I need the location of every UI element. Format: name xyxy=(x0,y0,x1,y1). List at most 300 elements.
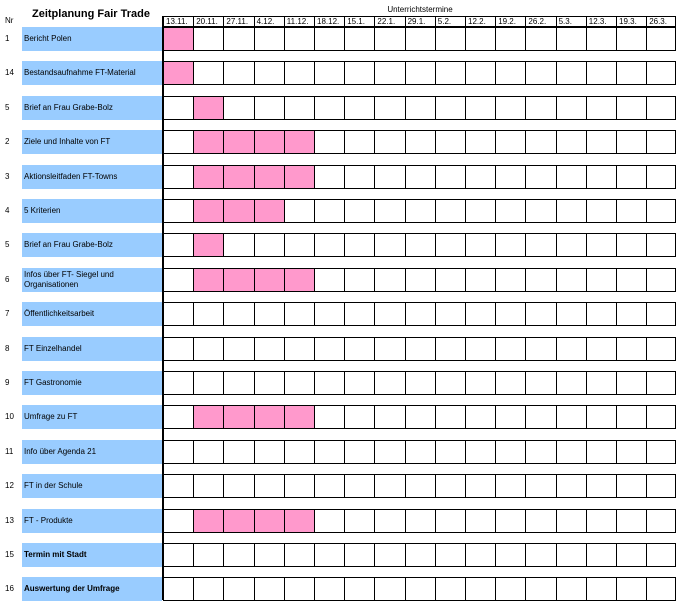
schedule-cell[interactable] xyxy=(616,27,647,51)
nr-column-header: Nr xyxy=(5,16,14,25)
schedule-cell[interactable] xyxy=(465,27,496,51)
schedule-cell[interactable] xyxy=(646,474,676,498)
schedule-cell[interactable] xyxy=(465,543,496,567)
schedule-cell-filled[interactable] xyxy=(254,509,285,533)
schedule-cell[interactable] xyxy=(465,440,496,464)
schedule-cell[interactable] xyxy=(525,543,556,567)
schedule-cell[interactable] xyxy=(616,233,647,257)
schedule-cell[interactable] xyxy=(525,199,556,223)
schedule-cell[interactable] xyxy=(435,440,466,464)
schedule-cell-filled[interactable] xyxy=(193,130,224,154)
schedule-cell[interactable] xyxy=(525,61,556,85)
schedule-cell[interactable] xyxy=(435,543,466,567)
schedule-cell[interactable] xyxy=(405,509,436,533)
schedule-cell[interactable] xyxy=(435,509,466,533)
schedule-cell[interactable] xyxy=(405,302,436,326)
schedule-cell[interactable] xyxy=(556,96,587,120)
schedule-cell[interactable] xyxy=(284,61,315,85)
schedule-cell[interactable] xyxy=(525,130,556,154)
schedule-cell[interactable] xyxy=(314,199,345,223)
schedule-cell-filled[interactable] xyxy=(254,268,285,292)
schedule-cell[interactable] xyxy=(465,509,496,533)
schedule-cell[interactable] xyxy=(344,96,375,120)
schedule-cell[interactable] xyxy=(495,509,526,533)
schedule-cell[interactable] xyxy=(284,474,315,498)
schedule-cell[interactable] xyxy=(314,268,345,292)
schedule-cell-filled[interactable] xyxy=(284,405,315,429)
schedule-cell[interactable] xyxy=(556,233,587,257)
schedule-cell-filled[interactable] xyxy=(254,165,285,189)
schedule-cell[interactable] xyxy=(495,371,526,395)
schedule-cell[interactable] xyxy=(616,96,647,120)
schedule-cell[interactable] xyxy=(374,371,405,395)
schedule-cell[interactable] xyxy=(405,543,436,567)
schedule-cell[interactable] xyxy=(586,405,617,429)
schedule-cell[interactable] xyxy=(586,233,617,257)
schedule-cell[interactable] xyxy=(616,577,647,601)
schedule-cell[interactable] xyxy=(525,474,556,498)
schedule-cell[interactable] xyxy=(405,268,436,292)
schedule-cell[interactable] xyxy=(344,474,375,498)
schedule-cell[interactable] xyxy=(163,302,194,326)
schedule-cell[interactable] xyxy=(374,130,405,154)
schedule-cell[interactable] xyxy=(223,474,254,498)
schedule-cell[interactable] xyxy=(284,337,315,361)
schedule-cell[interactable] xyxy=(556,268,587,292)
schedule-cell[interactable] xyxy=(556,61,587,85)
schedule-cell[interactable] xyxy=(525,405,556,429)
schedule-cell[interactable] xyxy=(223,96,254,120)
schedule-cell[interactable] xyxy=(193,371,224,395)
schedule-cell[interactable] xyxy=(254,543,285,567)
schedule-cell[interactable] xyxy=(223,337,254,361)
schedule-cell-filled[interactable] xyxy=(223,509,254,533)
row-number: 3 xyxy=(5,171,10,181)
schedule-cell[interactable] xyxy=(374,405,405,429)
schedule-cell[interactable] xyxy=(646,577,676,601)
schedule-cell[interactable] xyxy=(646,61,676,85)
schedule-cell-filled[interactable] xyxy=(223,165,254,189)
schedule-cell[interactable] xyxy=(556,27,587,51)
schedule-cell[interactable] xyxy=(163,509,194,533)
schedule-cell[interactable] xyxy=(314,233,345,257)
schedule-cell[interactable] xyxy=(646,543,676,567)
schedule-cell[interactable] xyxy=(616,509,647,533)
schedule-cell[interactable] xyxy=(525,96,556,120)
schedule-cell[interactable] xyxy=(495,405,526,429)
schedule-cell[interactable] xyxy=(646,96,676,120)
schedule-cell[interactable] xyxy=(525,371,556,395)
schedule-cell[interactable] xyxy=(223,61,254,85)
schedule-cell[interactable] xyxy=(556,405,587,429)
schedule-cell[interactable] xyxy=(344,337,375,361)
schedule-cell[interactable] xyxy=(495,130,526,154)
schedule-cell[interactable] xyxy=(163,199,194,223)
schedule-cell[interactable] xyxy=(405,405,436,429)
schedule-cell[interactable] xyxy=(556,337,587,361)
schedule-cell[interactable] xyxy=(556,509,587,533)
schedule-cell[interactable] xyxy=(525,302,556,326)
schedule-cell[interactable] xyxy=(223,371,254,395)
schedule-cell[interactable] xyxy=(193,440,224,464)
schedule-cell[interactable] xyxy=(525,440,556,464)
schedule-cell[interactable] xyxy=(586,543,617,567)
schedule-cell[interactable] xyxy=(646,509,676,533)
schedule-cell[interactable] xyxy=(465,233,496,257)
schedule-cell[interactable] xyxy=(435,371,466,395)
schedule-cell[interactable] xyxy=(344,440,375,464)
schedule-cell[interactable] xyxy=(223,543,254,567)
schedule-cell[interactable] xyxy=(344,199,375,223)
schedule-cell[interactable] xyxy=(374,96,405,120)
schedule-cell[interactable] xyxy=(586,130,617,154)
schedule-cell[interactable] xyxy=(435,61,466,85)
schedule-cell[interactable] xyxy=(314,165,345,189)
schedule-cell[interactable] xyxy=(556,165,587,189)
schedule-cell[interactable] xyxy=(525,509,556,533)
schedule-cell[interactable] xyxy=(586,371,617,395)
schedule-cell[interactable] xyxy=(435,405,466,429)
schedule-cell[interactable] xyxy=(646,405,676,429)
schedule-cell[interactable] xyxy=(586,509,617,533)
schedule-cell[interactable] xyxy=(193,27,224,51)
schedule-cell[interactable] xyxy=(284,302,315,326)
schedule-cell[interactable] xyxy=(405,371,436,395)
schedule-cell[interactable] xyxy=(254,233,285,257)
schedule-cell[interactable] xyxy=(435,233,466,257)
schedule-cell[interactable] xyxy=(586,302,617,326)
schedule-cell[interactable] xyxy=(163,577,194,601)
schedule-cell[interactable] xyxy=(284,27,315,51)
schedule-cell[interactable] xyxy=(254,474,285,498)
schedule-cell[interactable] xyxy=(314,27,345,51)
date-header: 18.12. xyxy=(314,16,345,27)
schedule-cell[interactable] xyxy=(223,233,254,257)
schedule-cell[interactable] xyxy=(525,233,556,257)
schedule-cell[interactable] xyxy=(344,61,375,85)
schedule-cell[interactable] xyxy=(586,61,617,85)
schedule-cell[interactable] xyxy=(284,96,315,120)
schedule-cell[interactable] xyxy=(435,577,466,601)
schedule-cell[interactable] xyxy=(405,199,436,223)
schedule-cell[interactable] xyxy=(405,474,436,498)
date-header: 19.2. xyxy=(495,16,526,27)
schedule-cell[interactable] xyxy=(314,543,345,567)
schedule-cell[interactable] xyxy=(465,337,496,361)
schedule-cell[interactable] xyxy=(405,337,436,361)
schedule-cell-filled[interactable] xyxy=(223,199,254,223)
schedule-cell[interactable] xyxy=(374,199,405,223)
schedule-cell[interactable] xyxy=(254,371,285,395)
schedule-cell[interactable] xyxy=(465,199,496,223)
schedule-cell[interactable] xyxy=(163,337,194,361)
schedule-cell[interactable] xyxy=(646,337,676,361)
schedule-cell[interactable] xyxy=(525,27,556,51)
row-number: 13 xyxy=(5,515,14,525)
schedule-cell[interactable] xyxy=(193,337,224,361)
schedule-cell[interactable] xyxy=(435,130,466,154)
schedule-cell[interactable] xyxy=(344,302,375,326)
schedule-cell[interactable] xyxy=(586,199,617,223)
schedule-cell-filled[interactable] xyxy=(193,199,224,223)
schedule-cell[interactable] xyxy=(586,337,617,361)
schedule-cell[interactable] xyxy=(254,440,285,464)
schedule-cell[interactable] xyxy=(344,268,375,292)
schedule-cell[interactable] xyxy=(616,165,647,189)
schedule-cell[interactable] xyxy=(465,577,496,601)
schedule-cell[interactable] xyxy=(344,543,375,567)
schedule-cell[interactable] xyxy=(314,302,345,326)
schedule-cell[interactable] xyxy=(495,61,526,85)
schedule-cell[interactable] xyxy=(163,440,194,464)
schedule-cell[interactable] xyxy=(586,27,617,51)
schedule-cell[interactable] xyxy=(163,96,194,120)
schedule-cell[interactable] xyxy=(465,61,496,85)
row-number: 2 xyxy=(5,137,10,147)
schedule-cell[interactable] xyxy=(254,302,285,326)
schedule-cell[interactable] xyxy=(435,27,466,51)
schedule-cell[interactable] xyxy=(405,130,436,154)
schedule-cell[interactable] xyxy=(374,440,405,464)
schedule-cell[interactable] xyxy=(525,165,556,189)
schedule-cell-filled[interactable] xyxy=(223,130,254,154)
schedule-cell[interactable] xyxy=(556,371,587,395)
schedule-cell[interactable] xyxy=(193,302,224,326)
schedule-cell[interactable] xyxy=(163,165,194,189)
schedule-cell[interactable] xyxy=(284,577,315,601)
schedule-cell[interactable] xyxy=(556,474,587,498)
schedule-cell[interactable] xyxy=(163,130,194,154)
schedule-cell[interactable] xyxy=(405,27,436,51)
schedule-cell[interactable] xyxy=(556,543,587,567)
schedule-cell[interactable] xyxy=(314,509,345,533)
schedule-cell[interactable] xyxy=(344,405,375,429)
row-number: 5 xyxy=(5,102,10,112)
schedule-cell[interactable] xyxy=(495,302,526,326)
schedule-cell[interactable] xyxy=(465,268,496,292)
schedule-cell[interactable] xyxy=(223,440,254,464)
schedule-cell-filled[interactable] xyxy=(193,405,224,429)
schedule-cell[interactable] xyxy=(616,371,647,395)
schedule-cell[interactable] xyxy=(374,577,405,601)
schedule-cell[interactable] xyxy=(344,27,375,51)
schedule-cell[interactable] xyxy=(646,130,676,154)
schedule-cell[interactable] xyxy=(495,337,526,361)
schedule-cell[interactable] xyxy=(163,268,194,292)
schedule-cell[interactable] xyxy=(465,405,496,429)
schedule-cell[interactable] xyxy=(254,27,285,51)
schedule-cell[interactable] xyxy=(495,543,526,567)
schedule-cell[interactable] xyxy=(314,61,345,85)
schedule-cell[interactable] xyxy=(223,577,254,601)
schedule-cell[interactable] xyxy=(374,61,405,85)
schedule-cell[interactable] xyxy=(616,440,647,464)
schedule-cell-filled[interactable] xyxy=(193,165,224,189)
schedule-cell-filled[interactable] xyxy=(284,509,315,533)
schedule-cell[interactable] xyxy=(586,165,617,189)
schedule-cell[interactable] xyxy=(616,130,647,154)
schedule-cell[interactable] xyxy=(646,199,676,223)
schedule-cell[interactable] xyxy=(163,233,194,257)
schedule-cell[interactable] xyxy=(193,577,224,601)
schedule-cell[interactable] xyxy=(163,371,194,395)
schedule-cell[interactable] xyxy=(435,302,466,326)
schedule-cell[interactable] xyxy=(254,577,285,601)
schedule-cell[interactable] xyxy=(556,440,587,464)
schedule-cell[interactable] xyxy=(586,577,617,601)
schedule-cell[interactable] xyxy=(405,96,436,120)
schedule-cell[interactable] xyxy=(495,96,526,120)
schedule-cell[interactable] xyxy=(586,96,617,120)
schedule-cell[interactable] xyxy=(646,371,676,395)
schedule-cell[interactable] xyxy=(374,543,405,567)
schedule-cell[interactable] xyxy=(616,268,647,292)
schedule-cell[interactable] xyxy=(495,440,526,464)
schedule-cell[interactable] xyxy=(616,543,647,567)
schedule-cell-filled[interactable] xyxy=(193,96,224,120)
schedule-cell[interactable] xyxy=(465,302,496,326)
schedule-cell[interactable] xyxy=(344,577,375,601)
schedule-cell[interactable] xyxy=(616,61,647,85)
schedule-cell[interactable] xyxy=(556,577,587,601)
schedule-cell[interactable] xyxy=(374,474,405,498)
schedule-cell[interactable] xyxy=(314,577,345,601)
schedule-cell[interactable] xyxy=(525,268,556,292)
schedule-cell[interactable] xyxy=(465,474,496,498)
schedule-cell[interactable] xyxy=(374,337,405,361)
schedule-cell[interactable] xyxy=(495,199,526,223)
schedule-cell[interactable] xyxy=(193,61,224,85)
schedule-cell[interactable] xyxy=(435,337,466,361)
schedule-cell[interactable] xyxy=(435,268,466,292)
schedule-cell[interactable] xyxy=(314,405,345,429)
schedule-cell[interactable] xyxy=(405,61,436,85)
schedule-cell[interactable] xyxy=(435,96,466,120)
schedule-cell-filled[interactable] xyxy=(193,509,224,533)
schedule-cell[interactable] xyxy=(344,233,375,257)
row-number: 5 xyxy=(5,240,10,250)
schedule-cell[interactable] xyxy=(465,96,496,120)
schedule-cell[interactable] xyxy=(495,474,526,498)
schedule-cell-filled[interactable] xyxy=(284,130,315,154)
schedule-cell[interactable] xyxy=(284,371,315,395)
schedule-cell[interactable] xyxy=(344,509,375,533)
schedule-cell-filled[interactable] xyxy=(254,130,285,154)
schedule-cell[interactable] xyxy=(525,577,556,601)
schedule-cell[interactable] xyxy=(314,371,345,395)
schedule-cell[interactable] xyxy=(435,474,466,498)
schedule-cell-filled[interactable] xyxy=(223,405,254,429)
schedule-cell[interactable] xyxy=(314,440,345,464)
schedule-cell[interactable] xyxy=(435,165,466,189)
date-header: 13.11. xyxy=(163,16,194,27)
schedule-cell[interactable] xyxy=(495,27,526,51)
schedule-cell[interactable] xyxy=(465,165,496,189)
schedule-cell[interactable] xyxy=(495,233,526,257)
schedule-cell[interactable] xyxy=(405,440,436,464)
schedule-cell[interactable] xyxy=(646,268,676,292)
schedule-cell[interactable] xyxy=(284,233,315,257)
schedule-cell[interactable] xyxy=(374,27,405,51)
schedule-cell[interactable] xyxy=(374,165,405,189)
schedule-cell[interactable] xyxy=(616,199,647,223)
schedule-cell[interactable] xyxy=(254,96,285,120)
schedule-cell[interactable] xyxy=(314,130,345,154)
schedule-cell[interactable] xyxy=(193,543,224,567)
schedule-cell[interactable] xyxy=(616,474,647,498)
schedule-cell-filled[interactable] xyxy=(284,165,315,189)
schedule-cell[interactable] xyxy=(284,199,315,223)
schedule-cell[interactable] xyxy=(646,27,676,51)
schedule-cell[interactable] xyxy=(556,199,587,223)
schedule-cell[interactable] xyxy=(374,509,405,533)
schedule-cell[interactable] xyxy=(646,165,676,189)
schedule-cell[interactable] xyxy=(254,337,285,361)
schedule-cell[interactable] xyxy=(405,165,436,189)
schedule-cell[interactable] xyxy=(223,27,254,51)
schedule-cell[interactable] xyxy=(405,233,436,257)
schedule-cell[interactable] xyxy=(314,96,345,120)
schedule-cell-filled[interactable] xyxy=(223,268,254,292)
schedule-cell[interactable] xyxy=(284,440,315,464)
schedule-cell[interactable] xyxy=(646,302,676,326)
schedule-cell[interactable] xyxy=(495,165,526,189)
schedule-cell[interactable] xyxy=(646,440,676,464)
date-header: 12.2. xyxy=(465,16,496,27)
task-label: Öffentlichkeitsarbeit xyxy=(22,302,162,326)
schedule-cell[interactable] xyxy=(163,474,194,498)
schedule-cell-filled[interactable] xyxy=(193,268,224,292)
schedule-cell-filled[interactable] xyxy=(254,199,285,223)
schedule-cell[interactable] xyxy=(465,371,496,395)
schedule-cell-filled[interactable] xyxy=(284,268,315,292)
schedule-cell[interactable] xyxy=(223,302,254,326)
schedule-cell[interactable] xyxy=(495,577,526,601)
schedule-cell[interactable] xyxy=(525,337,556,361)
schedule-cell[interactable] xyxy=(465,130,496,154)
schedule-cell[interactable] xyxy=(254,61,285,85)
schedule-cell[interactable] xyxy=(284,543,315,567)
schedule-cell[interactable] xyxy=(556,302,587,326)
schedule-cell[interactable] xyxy=(495,268,526,292)
schedule-cell[interactable] xyxy=(344,165,375,189)
schedule-cell[interactable] xyxy=(586,268,617,292)
schedule-cell[interactable] xyxy=(193,474,224,498)
schedule-cell[interactable] xyxy=(616,302,647,326)
schedule-cell[interactable] xyxy=(163,543,194,567)
schedule-cell[interactable] xyxy=(314,337,345,361)
schedule-cell[interactable] xyxy=(314,474,345,498)
schedule-cell[interactable] xyxy=(374,268,405,292)
schedule-cell[interactable] xyxy=(435,199,466,223)
schedule-cell[interactable] xyxy=(556,130,587,154)
schedule-cell[interactable] xyxy=(616,405,647,429)
schedule-cell[interactable] xyxy=(344,130,375,154)
schedule-cell[interactable] xyxy=(646,233,676,257)
schedule-cell[interactable] xyxy=(586,474,617,498)
schedule-cell[interactable] xyxy=(374,302,405,326)
schedule-cell[interactable] xyxy=(344,371,375,395)
schedule-cell[interactable] xyxy=(405,577,436,601)
schedule-cell-filled[interactable] xyxy=(163,61,194,85)
schedule-cell-filled[interactable] xyxy=(254,405,285,429)
schedule-cell[interactable] xyxy=(163,405,194,429)
schedule-cell[interactable] xyxy=(374,233,405,257)
schedule-cell[interactable] xyxy=(586,440,617,464)
schedule-cell[interactable] xyxy=(616,337,647,361)
schedule-cell-filled[interactable] xyxy=(163,27,194,51)
schedule-cell-filled[interactable] xyxy=(193,233,224,257)
